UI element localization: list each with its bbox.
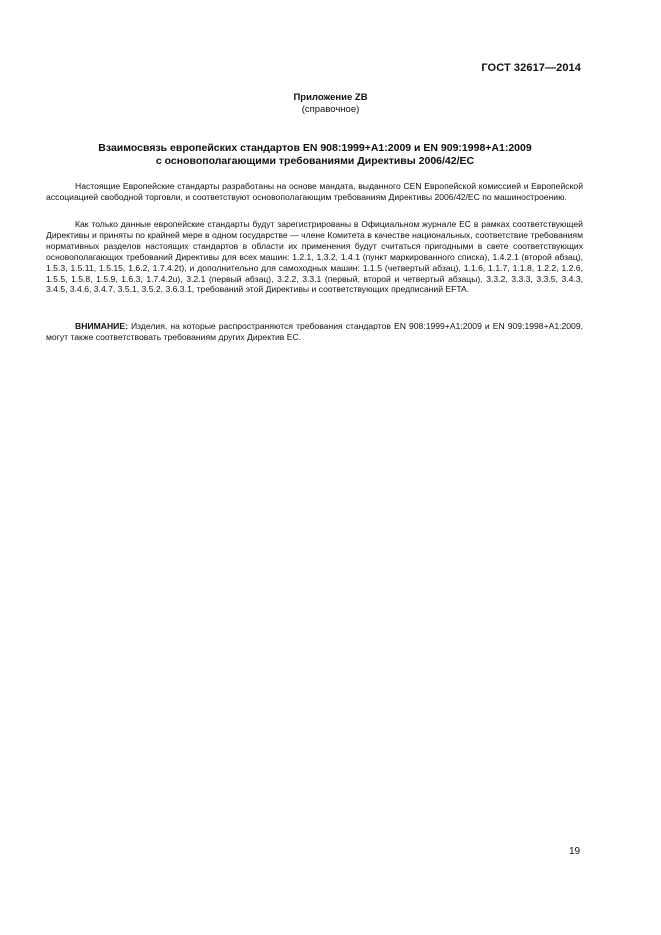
paragraph-conformity [46,219,583,298]
paragraph-warning [46,321,583,346]
section-heading-line-2: с основополагающими требованиями Директивы 2006/42/ЕС [155,155,475,167]
page-number: 19 [569,846,581,857]
section-heading-line-1: Взаимосвязь европейских стандартов EN 908:1999+А1:2009 и EN 909:1998+А1:2009 [98,142,532,154]
annex-title: Приложение ZВ [293,92,368,103]
warning-label: ВНИМАНИЕ: [75,321,128,331]
paragraph-conformity-text: Как только данные европейские стандарты будут зарегистрированы в Официальном журнале ЕС в рамках соответствующей Директивы и приняты по крайней мере в одном государстве — члене Комитета в качестве национальных, соответствие требованиям нормативных разделов настоящих стандартов в области их применения будут считаться пригодными в свете соответствующих основополагающих требований Директивы для всех машин: 1.2.1, 1.3.2, 1.4.1 (пункт маркированного списка), 1.4.2.1 (второй абзац), 1.5.3, 1.5.11, 1.5.15, 1.6.2, 1.7.4.2t), и дополнительно для самоходных машин: 1.1.5 (четвертый абзац), 1.1.6, 1.1.7, 1.1.8, 1.2.2, 1.2.6, 1.5.5, 1.5.8, 1.5.9, 1.6.3, 1.7.4.2u), 3.2.1 (первый абзац), 3.2.2, 3.3.1 (первый, второй и четвертый абзацы), 3.3.2, 3.3.3, 3.3.5, 3.4.3, 3.4.5, 3.4.6, 3.4.7, 3.5.1, 3.5.2, 3.6.3.1, требований этой Директивы и соответствующих предписаний EFTA. [46,219,583,295]
paragraph-warning-text [46,321,583,343]
paragraph-mandate-text: Настоящие Европейские стандарты разработаны на основе мандата, выданного CEN Европейской комиссией и Европейской ассоциацией свободной торговли, и соответствуют основополагающим требованиям Директивы 2006/42/ЕС по машиностроению. [46,181,583,202]
standard-number: ГОСТ 32617—2014 [481,62,581,74]
warning-text: Изделия, на которые распространяются требования стандартов EN 908:1999+А1:2009 и EN 909:1998+А1:2009, могут также соответствовать требованиям других Директив ЕС. [46,321,583,342]
paragraph-mandate [46,181,583,206]
annex-kind: (справочное) [301,104,360,115]
